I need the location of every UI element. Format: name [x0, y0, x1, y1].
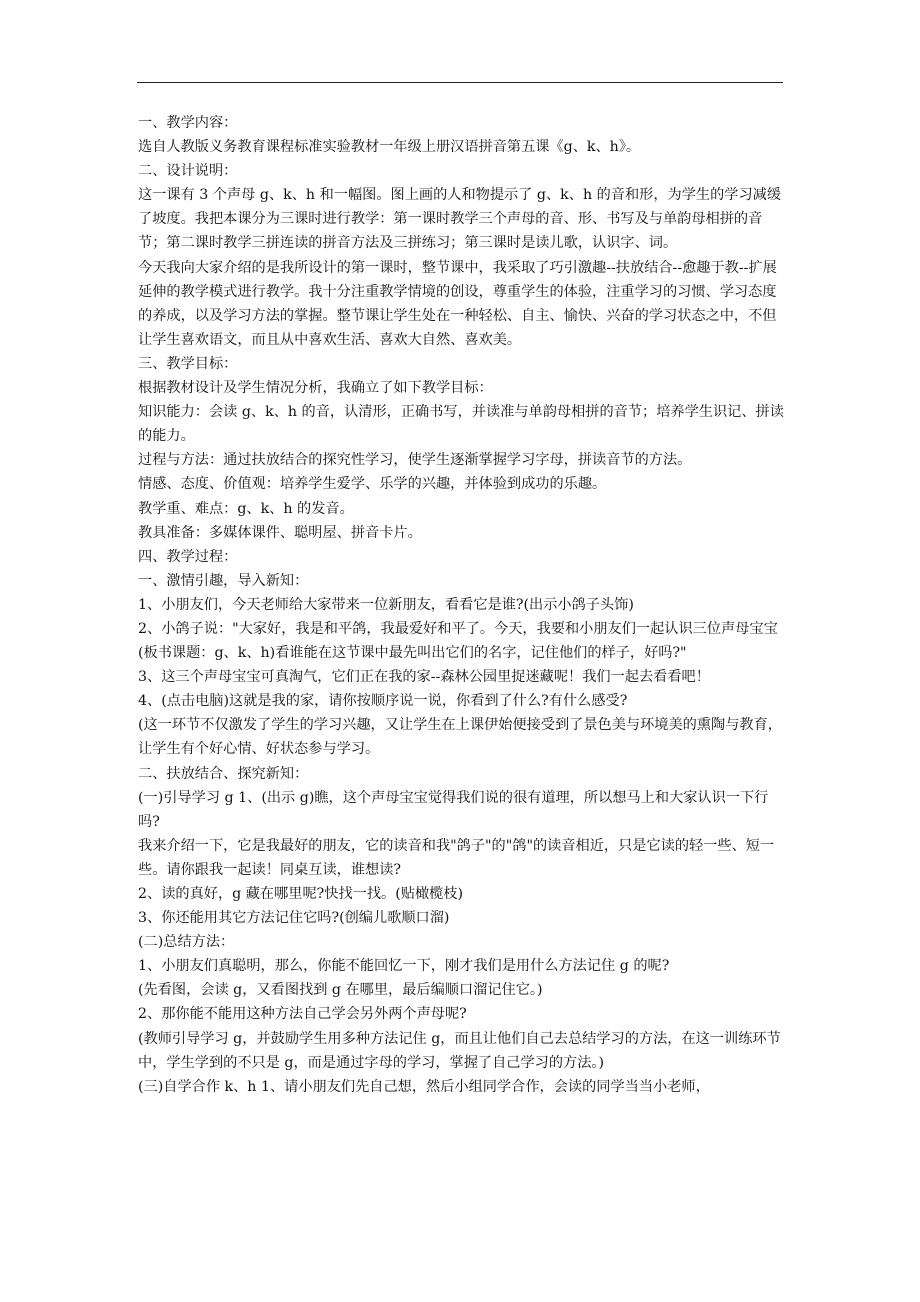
- section-heading: 二、设计说明：: [138, 163, 238, 180]
- paragraph: 教学重、难点：g、k、h 的发音。: [138, 500, 354, 517]
- paragraph: (先看图，会读 g，又看图找到 g 在哪里，最后编顺口溜记住它。): [138, 982, 543, 999]
- paragraph: 1、小朋友们真聪明，那么，你能不能回忆一下，刚才我们是用什么方法记住 g 的呢?: [138, 958, 670, 975]
- paragraph: 过程与方法：通过扶放结合的探究性学习，使学生逐渐掌握学习字母，拼读音节的方法。: [138, 452, 692, 469]
- paragraph: 教具准备：多媒体课件、聪明屋、拼音卡片。: [138, 524, 422, 541]
- paragraph: 1、小朋友们，今天老师给大家带来一位新朋友，看看它是谁?(出示小鸽子头饰): [138, 596, 634, 613]
- subsection-heading: 一、激情引趣，导入新知：: [138, 572, 309, 589]
- paragraph: 2、小鸽子说："大家好，我是和平鸽，我最爱好和平了。今天，我要和小朋友们一起认识三位声母宝宝(板书课题：g、k、h)看谁能在这节课中最先叫出它们的名字，记住他们的样子，好吗?": [138, 620, 778, 662]
- section-heading: 一、教学内容：: [138, 115, 238, 131]
- paragraph: 知识能力：会读 g、k、h 的音，认清形，正确书写，并读准与单韵母相拼的音节；培养学生识记、拼读的能力。: [138, 404, 784, 445]
- section-heading: 四、教学过程：: [138, 548, 238, 565]
- paragraph: 情感、态度、价值观：培养学生爱学、乐学的兴趣，并体验到成功的乐趣。: [138, 476, 607, 493]
- paragraph: (三)自学合作 k、h 1、请小朋友们先自己想，然后小组同学合作，会读的同学当当小老师，: [138, 1078, 710, 1095]
- paragraph: 这一课有 3 个声母 g、k、h 和一幅图。图上画的人和物提示了 g、k、h 的音和形，为学生的学习减缓了坡度。我把本课分为三课时进行教学：第一课时教学三个声母的音、形、书写及与单韵母相拼的音节；第二课时教学三拼连读的拼音方法及三拼练习；第三课时是读儿歌，认识字、词。: [138, 187, 782, 252]
- header-rule: [137, 82, 783, 83]
- paragraph: (二)总结方法：: [138, 934, 235, 951]
- paragraph: (这一环节不仅激发了学生的学习兴趣，又让学生在上课伊始便接受到了景色美与环境美的熏陶与教育，让学生有个好心情、好状态参与学习。: [138, 717, 782, 758]
- paragraph: 根据教材设计及学生情况分析，我确立了如下教学目标：: [138, 380, 493, 397]
- paragraph: 今天我向大家介绍的是我所设计的第一课时，整节课中，我采取了巧引激趣--扶放结合--愈趣于教--扩展延伸的教学模式进行教学。我十分注重教学情境的创设，尊重学生的体验，注重学习的习惯、学习态度的养成，以及学习方法的掌握。整节课让学生处在一种轻松、自主、愉快、兴奋的学习状态之中，不但让学生喜欢语文，而且从中喜欢生活、喜欢大自然、喜欢美。: [138, 259, 777, 348]
- paragraph: 4、(点击电脑)这就是我的家，请你按顺序说一说，你看到了什么?有什么感受?: [138, 693, 628, 710]
- paragraph: 2、读的真好，g 藏在哪里呢?快找一找。(贴橄榄枝): [138, 886, 464, 902]
- paragraph: 3、你还能用其它方法记住它吗?(创编儿歌顺口溜): [138, 910, 450, 927]
- section-heading: 三、教学目标：: [138, 355, 238, 372]
- document-body: [138, 111, 788, 1099]
- paragraph: 选自人教版义务教育课程标准实验教材一年级上册汉语拼音第五课《g、k、h》。: [138, 139, 641, 156]
- paragraph: (教师引导学习 g，并鼓励学生用多种方法记住 g，而且让他们自己去总结学习的方法，在这一训练环节中，学生学到的不只是 g，而是通过字母的学习，掌握了自己学习的方法。): [138, 1030, 781, 1071]
- paragraph: (一)引导学习 g 1、(出示 g)瞧，这个声母宝宝觉得我们说的很有道理，所以想马上和大家认识一下行吗?: [138, 789, 769, 830]
- paragraph: 我来介绍一下，它是我最好的朋友，它的读音和我"鸽子"的"鸽"的读音相近，只是它读的轻一些、短一些。请你跟我一起读！同桌互读，谁想读?: [138, 837, 775, 878]
- paragraph: 3、这三个声母宝宝可真淘气，它们正在我的家--森林公园里捉迷藏呢！我们一起去看看吧！: [138, 669, 710, 686]
- subsection-heading: 二、扶放结合、探究新知：: [138, 765, 309, 782]
- paragraph: 2、那你能不能用这种方法自己学会另外两个声母呢?: [138, 1006, 467, 1023]
